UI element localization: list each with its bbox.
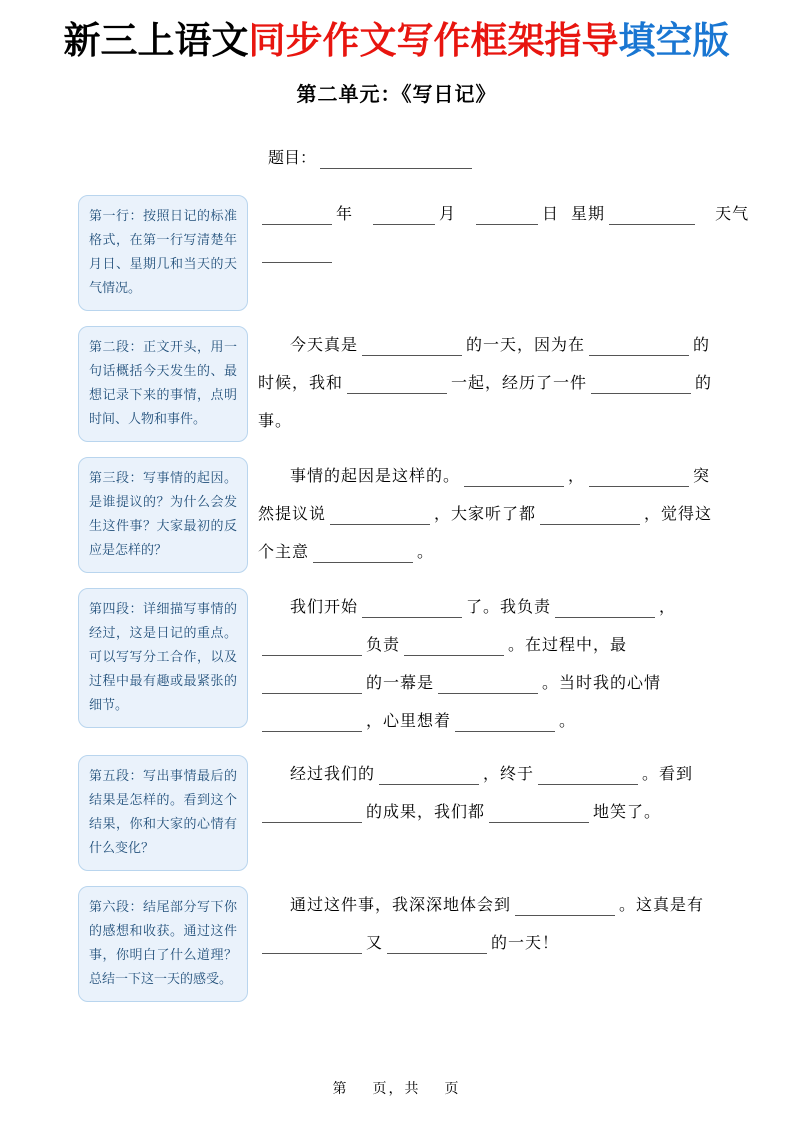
static-text: 的 <box>693 334 711 354</box>
guide-note: 第一行：按照日记的标准格式，在第一行写清楚年月日、星期几和当天的天气情况。 <box>78 195 248 311</box>
fill-line <box>258 495 737 533</box>
title-part-red: 同步作文写作框架指导 <box>248 20 619 61</box>
fill-blank[interactable] <box>262 715 362 732</box>
fill-paragraph <box>258 457 737 571</box>
static-text: ，心里想着 <box>366 710 452 730</box>
static-text: 今天真是 <box>290 334 359 354</box>
page-footer <box>0 1078 793 1098</box>
fill-blank[interactable] <box>262 806 362 823</box>
static-text: 我们开始 <box>290 596 359 616</box>
fill-blank[interactable] <box>589 339 689 356</box>
static-text: ，大家听了都 <box>434 503 537 523</box>
page-title <box>0 0 793 63</box>
fill-blank[interactable] <box>489 806 589 823</box>
static-text: 第 <box>332 1081 349 1097</box>
fill-blank[interactable] <box>362 339 462 356</box>
static-text: 月 <box>439 203 457 223</box>
static-text: 然提议说 <box>258 503 327 523</box>
static-text: ， <box>659 596 677 616</box>
fill-line <box>258 886 737 924</box>
fill-line <box>258 588 737 626</box>
fill-blank[interactable] <box>313 546 413 563</box>
guide-note: 第五段：写出事情最后的结果是怎样的。看到这个结果，你和大家的心情有什么变化？ <box>78 755 248 871</box>
fill-line <box>258 195 750 233</box>
static-text: 的一幕是 <box>366 672 435 692</box>
fill-blank[interactable] <box>262 246 332 263</box>
static-text: 。看到 <box>642 763 694 783</box>
static-text: 的一天，因为在 <box>466 334 586 354</box>
fill-blank[interactable] <box>476 208 538 225</box>
title-part-black: 新三上语文 <box>63 20 249 61</box>
guide-note: 第四段：详细描写事情的经过，这是日记的重点。可以写写分工合作，以及过程中最有趣或最紧张的细节。 <box>78 588 248 728</box>
spacer <box>349 1092 373 1093</box>
fill-blank[interactable] <box>404 639 504 656</box>
worksheet-section <box>0 457 793 573</box>
spacer <box>699 218 715 219</box>
fill-blank[interactable] <box>347 377 447 394</box>
fill-blank[interactable] <box>379 768 479 785</box>
topic-label: 题目： <box>268 147 317 167</box>
fill-blank[interactable] <box>373 208 435 225</box>
fill-blank[interactable] <box>538 768 638 785</box>
static-text: 日 <box>542 203 560 223</box>
static-text: 突 <box>693 465 711 485</box>
fill-paragraph <box>258 195 750 271</box>
static-text: 经过我们的 <box>290 763 376 783</box>
static-text: 个主意 <box>258 541 310 561</box>
fill-blank[interactable] <box>515 899 615 916</box>
fill-line <box>258 457 737 495</box>
static-text: 页 <box>444 1081 461 1097</box>
fill-paragraph <box>258 886 737 962</box>
static-text: 一起，经历了一件 <box>451 372 588 392</box>
fill-line <box>258 702 737 740</box>
fill-blank[interactable] <box>438 677 538 694</box>
fill-line <box>258 326 737 364</box>
title-part-blue: 填空版 <box>618 20 730 61</box>
static-text: 。当时我的心情 <box>542 672 662 692</box>
topic-fill-blank[interactable] <box>320 152 472 169</box>
static-text: ，觉得这 <box>644 503 713 523</box>
spacer <box>456 218 472 219</box>
fill-paragraph <box>258 326 737 440</box>
fill-blank[interactable] <box>387 937 487 954</box>
static-text: 。 <box>559 710 577 730</box>
guide-note: 第三段：写事情的起因。是谁提议的？为什么会发生这件事？大家最初的反应是怎样的？ <box>78 457 248 573</box>
static-text: 。在过程中，最 <box>508 634 628 654</box>
spacer <box>421 1092 445 1093</box>
static-text: 地笑了。 <box>593 801 662 821</box>
worksheet-section <box>0 886 793 1002</box>
static-text: 的成果，我们都 <box>366 801 486 821</box>
guide-note: 第二段：正文开头，用一句话概括今天发生的、最想记录下来的事情，点明时间、人物和事件。 <box>78 326 248 442</box>
fill-blank[interactable] <box>362 601 462 618</box>
sections-container <box>0 195 793 1002</box>
fill-blank[interactable] <box>540 508 640 525</box>
static-text: 天气 <box>715 203 750 223</box>
fill-blank[interactable] <box>330 508 430 525</box>
fill-paragraph <box>258 588 737 740</box>
fill-line <box>258 402 737 440</box>
static-text: 页，共 <box>372 1081 421 1097</box>
static-text: ，终于 <box>483 763 535 783</box>
fill-line <box>258 664 737 702</box>
fill-blank[interactable] <box>262 937 362 954</box>
fill-blank[interactable] <box>262 639 362 656</box>
static-text: 的一天！ <box>491 932 560 952</box>
static-text: 时候，我和 <box>258 372 344 392</box>
fill-line <box>258 793 737 831</box>
fill-blank[interactable] <box>589 470 689 487</box>
fill-blank[interactable] <box>609 208 695 225</box>
fill-blank[interactable] <box>455 715 555 732</box>
fill-line <box>258 364 737 402</box>
fill-line <box>258 924 737 962</box>
spacer <box>353 218 369 219</box>
fill-blank[interactable] <box>591 377 691 394</box>
fill-blank[interactable] <box>464 470 564 487</box>
spacer <box>559 218 571 219</box>
static-text: 年 <box>336 203 354 223</box>
static-text: 事情的起因是这样的。 <box>290 465 461 485</box>
fill-blank[interactable] <box>262 208 332 225</box>
fill-line <box>258 755 737 793</box>
static-text: 。 <box>417 541 435 561</box>
static-text: 。这真是有 <box>619 894 705 914</box>
static-text: 了。我负责 <box>466 596 552 616</box>
static-text: 事。 <box>258 410 293 430</box>
fill-blank[interactable] <box>555 601 655 618</box>
static-text: 星期 <box>571 203 606 223</box>
guide-note: 第六段：结尾部分写下你的感想和收获。通过这件事，你明白了什么道理？总结一下这一天的感受。 <box>78 886 248 1002</box>
fill-line <box>258 626 737 664</box>
worksheet-section <box>0 195 793 311</box>
fill-line <box>258 533 737 571</box>
fill-paragraph <box>258 755 737 831</box>
unit-subtitle: 第二单元：《写日记》 <box>296 81 497 106</box>
topic-row <box>268 145 793 169</box>
static-text: 的 <box>695 372 713 392</box>
static-text: 通过这件事，我深深地体会到 <box>290 894 512 914</box>
fill-blank[interactable] <box>262 677 362 694</box>
static-text: ， <box>568 465 586 485</box>
fill-line <box>258 233 737 271</box>
static-text: 负责 <box>366 634 401 654</box>
worksheet-section <box>0 588 793 740</box>
worksheet-section <box>0 326 793 442</box>
static-text: 又 <box>366 932 384 952</box>
worksheet-section <box>0 755 793 871</box>
